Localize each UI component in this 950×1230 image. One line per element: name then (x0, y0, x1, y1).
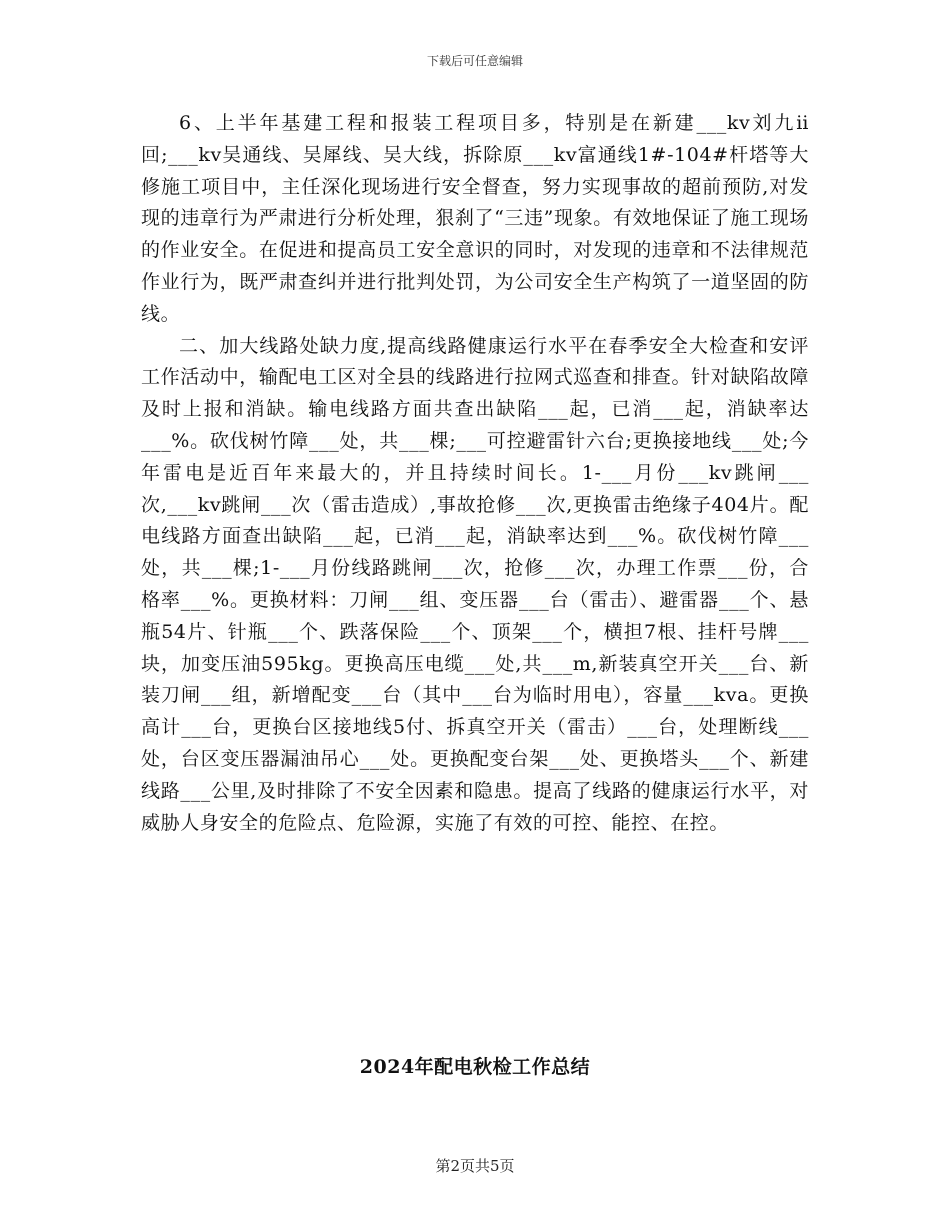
paragraph-line-defects: 二、加大线路处缺力度,提高线路健康运行水平在春季安全大检查和安评工作活动中，输配电工区对全县的线路进行拉网式巡查和排查。针对缺陷故障及时上报和消缺。输电线路方面共查出缺陷___起，已消___起，消缺率达___%。砍伐树竹障___处，共___棵;___可控避雷针六台;更换接地线___处;今年雷电是近百年来最大的，并且持续时间长。1-___月份___kv跳闸___次,___kv跳闸___次（雷击造成）,事故抢修___次,更换雷击绝缘子404片。配电线路方面查出缺陷___起，已消___起，消缺率达到___%。砍伐树竹障___处，共___棵;1-___月份线路跳闸___次，抢修___次，办理工作票___份，合格率___%。更换材料：刀闸___组、变压器___台（雷击）、避雷器___个、悬瓶54片、针瓶___个、跌落保险___个、顶架___个，横担7根、挂杆号牌___块，加变压油595kg。更换高压电缆___处,共___m,新装真空开关___台、新装刀闸___组，新增配变___台（其中___台为临时用电），容量___kva。更换高计___台，更换台区接地线5付、拆真空开关（雷击）___台，处理断线___处，台区变压器漏油吊心___处。更换配变台架___处、更换塔头___个、新建线路___公里,及时排除了不安全因素和隐患。提高了线路的健康运行水平，对威胁人身安全的危险点、危险源，实施了有效的可控、能控、在控。 (141, 334, 809, 834)
paragraph-safety-supervision: 6、上半年基建工程和报装工程项目多，特别是在新建___kv刘九ⅱ回;___kv吴通线、吴犀线、吴大线，拆除原___kv富通线1#-104#杆塔等大修施工项目中，主任深化现场进行安全督查，努力实现事故的超前预防,对发现的违章行为严肃进行分析处理，狠刹了“三违”现象。有效地保证了施工现场的作业安全。在促进和提高员工安全意识的同时，对发现的违章和不法律规范作业行为，既严肃查纠并进行批判处罚，为公司安全生产构筑了一道坚固的防线。 (141, 112, 809, 325)
document-body (141, 108, 809, 839)
section-title: 2024年配电秋检工作总结 (359, 1056, 591, 1078)
page-footer: 第2页共5页 (435, 1157, 515, 1175)
page-header: 下载后可任意编辑 (426, 54, 523, 68)
